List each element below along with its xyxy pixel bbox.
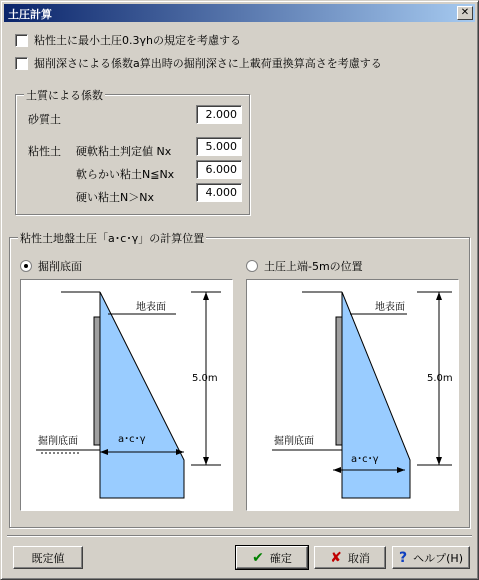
min-pressure-option[interactable] <box>15 33 241 47</box>
diagram-top-minus-5m <box>246 279 459 511</box>
radio-excavation-bottom-label: 掘削底面 <box>38 260 82 273</box>
soil-group-title: 土質による係数 <box>26 89 103 102</box>
position-group-title: 粘性土地盤土圧「a･c･γ」の計算位置 <box>20 232 205 245</box>
bottom-label-left: 掘削底面 <box>38 436 78 447</box>
title-bar <box>4 4 475 22</box>
bottom-label-right: 掘削底面 <box>274 436 314 447</box>
help-label: ヘルプ(H) <box>413 551 463 565</box>
pressure-area-left <box>100 292 184 498</box>
surcharge-label: 掘削深さによる係数a算出時の掘削深さに上載荷重換算高さを考慮する <box>34 57 382 70</box>
height-label-left: 5.0m <box>192 373 218 384</box>
checkmark-icon: ✔ <box>252 549 264 566</box>
window-title: 土圧計算 <box>8 8 52 21</box>
clay-label: 粘性土 <box>28 145 61 158</box>
ground-label-right: 地表面 <box>375 302 405 313</box>
default-values-label: 既定値 <box>31 551 65 565</box>
sand-label: 砂質土 <box>28 113 61 126</box>
pressure-diagram-left <box>21 280 232 510</box>
retaining-wall-left <box>94 317 100 445</box>
min-pressure-label: 粘性土に最小土圧0.3γhの規定を考慮する <box>34 34 241 47</box>
height-label-right: 5.0m <box>427 373 453 384</box>
retaining-wall-right <box>336 317 342 445</box>
radio-excavation-bottom[interactable] <box>20 258 82 274</box>
width-label-left: a･c･γ <box>118 434 146 445</box>
radio-top-minus-5m-label: 土圧上端-5mの位置 <box>264 260 363 273</box>
radio-top-minus-5m-button[interactable] <box>246 260 258 272</box>
default-values-button[interactable] <box>13 546 83 569</box>
surcharge-option[interactable] <box>15 56 382 70</box>
sand-coefficient-field[interactable]: 2.000 <box>196 105 242 124</box>
ground-label-left: 地表面 <box>136 302 166 313</box>
nx-label: 硬軟粘土判定値 Nx <box>76 145 172 158</box>
cancel-label: 取消 <box>347 551 370 565</box>
nx-field[interactable]: 5.000 <box>196 137 242 156</box>
calc-position-group <box>9 232 470 528</box>
soft-clay-field[interactable]: 6.000 <box>196 160 242 179</box>
ok-button[interactable] <box>236 546 308 569</box>
min-pressure-checkbox[interactable] <box>15 34 28 47</box>
help-button[interactable] <box>392 546 470 569</box>
button-separator <box>7 535 472 537</box>
soft-clay-label: 軟らかい粘土N≦Nx <box>76 168 175 181</box>
close-button[interactable]: ✕ <box>457 6 473 20</box>
radio-top-minus-5m[interactable] <box>246 258 363 274</box>
ok-label: 確定 <box>269 551 292 565</box>
radio-excavation-bottom-button[interactable] <box>20 260 32 272</box>
surcharge-checkbox[interactable] <box>15 57 28 70</box>
width-label-right: a･c･γ <box>351 454 379 465</box>
pressure-diagram-right <box>247 280 458 510</box>
diagram-excavation-bottom <box>20 279 233 511</box>
cancel-button[interactable] <box>314 546 386 569</box>
hard-clay-field[interactable]: 4.000 <box>196 183 242 202</box>
soil-coefficient-group <box>15 89 250 215</box>
pressure-area-right <box>342 292 410 498</box>
cross-icon: ✘ <box>330 549 342 566</box>
hard-clay-label: 硬い粘土N＞Nx <box>76 191 154 204</box>
help-icon: ? <box>399 549 408 566</box>
